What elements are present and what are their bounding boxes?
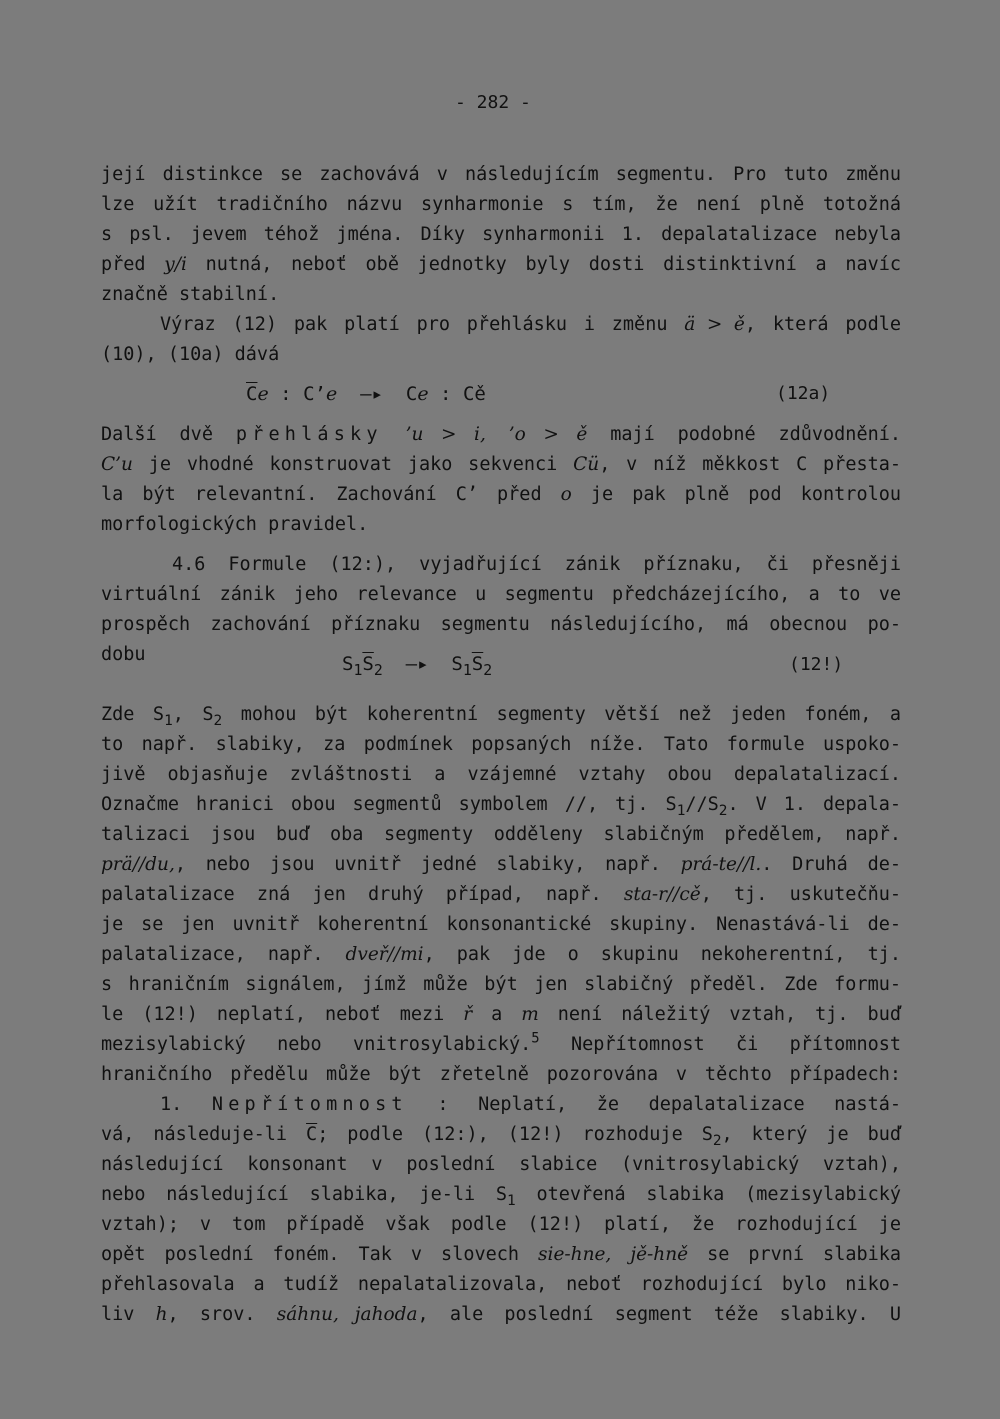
- word: mají podobné zdůvodnění.: [610, 424, 901, 445]
- formula-symbol: $\overline{S}$: [362, 653, 374, 675]
- text-line: následující konsonant v poslední slabice (vnitrosylabický vztah),: [101, 1154, 901, 1175]
- word: není náležitý vztah, tj. buď: [557, 1004, 901, 1025]
- index: 2: [712, 1133, 722, 1150]
- text-line: talizaci jsou buď oba segmenty odděleny slabičným předělem, např.: [101, 824, 901, 845]
- text-line: [101, 424, 901, 446]
- text-line: prospěch zachování příznaku segmentu následujícího, má obecnou po-: [101, 614, 901, 635]
- text-line: [101, 254, 901, 276]
- word: palatalizace zná jen druhý případ, např.: [101, 884, 602, 905]
- text-line: morfologických pravidel.: [101, 514, 369, 535]
- symbol: S: [152, 704, 165, 725]
- text-line: (10), (10a) dává: [101, 344, 280, 365]
- word: mohou být koherentní segmenty větší než jeden foném, a: [240, 704, 902, 725]
- text-line: [160, 1094, 901, 1116]
- formula-12x: [342, 653, 493, 680]
- word: je pak plně pod kontrolou: [590, 484, 902, 505]
- formula-index: 2: [483, 662, 493, 680]
- text-line: [101, 454, 901, 476]
- word: : Neplatí, že depalatalizace nastá-: [437, 1094, 902, 1115]
- formula-index: 2: [373, 662, 383, 680]
- formula-symbol: :: [280, 383, 292, 405]
- word: nebo následující slabika, je-li: [101, 1184, 476, 1205]
- word: . Druhá de-: [761, 854, 901, 875]
- example-starce: sta-r//cě: [623, 884, 701, 905]
- formula-symbol: e: [325, 383, 338, 405]
- word: nutná, neboť obě jednotky byly dosti distinktivní a navíc: [205, 254, 902, 275]
- example-h: h: [155, 1304, 168, 1325]
- word: , ale poslední segment téže slabiky. U: [417, 1304, 901, 1325]
- text-line: [101, 1124, 901, 1150]
- text-line: je se jen uvnitř koherentní konsonantické skupiny. Nenastává-li de-: [101, 914, 901, 935]
- example-pratel: prá-te//l.: [680, 854, 762, 875]
- text-line: přehlasovala a tudíž nepalatalizovala, neboť rozhodující bylo niko-: [101, 1274, 901, 1295]
- word: , v níž měkkost C přesta-: [599, 454, 902, 475]
- text-line: [101, 884, 901, 906]
- word: , která podle: [744, 314, 902, 335]
- spaced-term: Nepřítomnost: [211, 1094, 408, 1115]
- index: 2: [718, 803, 728, 820]
- formula-symbol: $\overline{S}$: [471, 653, 484, 675]
- word: la být relevantní. Zachování C’ před: [101, 484, 542, 505]
- example-cu-umlaut: Cü: [573, 454, 600, 475]
- symbol: S: [202, 704, 214, 725]
- text-line: s psl. jevem téhož jména. Díky synharmonii 1. depalatalizace nebyla: [101, 224, 901, 245]
- text-line: vztah); v tom případě však podle (12!) platí, že rozhodující je: [101, 1214, 901, 1235]
- text-line: dobu: [101, 644, 146, 665]
- symbol: S: [495, 1184, 508, 1205]
- example-o: o: [560, 484, 572, 505]
- section-heading-line: 4.6 Formule (12:), vyjadřující zánik příznaku, či přesněji: [172, 554, 901, 575]
- example-yi: y/i: [164, 254, 187, 275]
- word: je vhodné konstruovat jako sekvenci: [148, 454, 558, 475]
- text-line: jivě objasňuje zvláštnosti a vzájemné vztahy obou depalatalizací.: [101, 764, 901, 785]
- text-line: [101, 484, 901, 506]
- formula-symbol: S: [451, 653, 463, 675]
- symbol: $\overline{C}$: [306, 1124, 318, 1145]
- index: 1: [164, 713, 173, 730]
- formula-symbol: Cě: [462, 383, 486, 405]
- word: otevřená slabika (mezisylabický: [536, 1184, 902, 1205]
- word: , srov.: [167, 1304, 256, 1325]
- word: opět poslední foném. Tak v slovech: [101, 1244, 520, 1265]
- formula-symbol: e: [417, 383, 429, 405]
- word: Zde: [101, 704, 135, 725]
- text-line: [160, 314, 901, 336]
- text-line: [101, 1004, 901, 1026]
- word: mezisylabický nebo vnitrosylabický.: [101, 1034, 532, 1055]
- formula-label: (12!): [789, 654, 844, 675]
- example-oe: ’o > ě: [508, 424, 588, 445]
- word: liv: [101, 1304, 135, 1325]
- index: 2: [213, 713, 223, 730]
- word: , tj. uskutečňu-: [700, 884, 901, 905]
- formula-12a: [246, 383, 486, 405]
- footnote-mark: 5: [531, 1030, 540, 1047]
- example-dvermi: dveř//mi: [345, 944, 424, 965]
- example-r: ř: [463, 1004, 473, 1025]
- example-sahnu: sáhnu, jahoda: [276, 1304, 418, 1325]
- formula-symbol: :: [440, 383, 452, 405]
- word: a: [491, 1004, 503, 1025]
- text-line: značně stabilní.: [101, 284, 280, 305]
- word: , nebo jsou uvnitř jedné slabiky, např.: [174, 854, 661, 875]
- word: se první slabika: [707, 1244, 902, 1265]
- word: Výraz (12) pak platí pro přehlásku i změnu: [160, 314, 668, 335]
- word: , který je buď: [721, 1124, 901, 1145]
- text-line: [101, 794, 902, 820]
- word: //: [685, 794, 708, 815]
- page-number: - 282 -: [455, 92, 531, 113]
- text-line: [101, 1030, 902, 1056]
- word: Nepřítomnost či přítomnost: [570, 1034, 902, 1055]
- example-cu: C’u: [101, 454, 133, 475]
- word: před: [101, 254, 146, 275]
- formula-index: 1: [462, 662, 472, 680]
- word: ; podle (12:), (12!) rozhoduje: [317, 1124, 683, 1145]
- word: , pak jde o skupinu nekoherentní, tj.: [423, 944, 901, 965]
- text-line: [101, 854, 901, 876]
- symbol: S: [665, 794, 677, 815]
- index: 1: [676, 803, 686, 820]
- example-siehne: sie-hne,: [538, 1244, 612, 1265]
- text-line: [101, 704, 902, 730]
- index: 1: [507, 1193, 516, 1210]
- text-line: [101, 1184, 902, 1210]
- word: ,: [172, 704, 184, 725]
- arrow-icon: —▸: [405, 653, 429, 675]
- text-line: virtuální zánik jeho relevance u segmentu předcházejícího, a to ve: [101, 584, 901, 605]
- spaced-term: přehlásky: [235, 424, 383, 445]
- formula-symbol: C: [405, 383, 418, 405]
- formula-symbol: S: [342, 653, 354, 675]
- symbol: S: [707, 794, 719, 815]
- text-line: s hraničním signálem, jímž může být jen slabičný předěl. Zde formu-: [101, 974, 901, 995]
- text-line: [101, 944, 901, 966]
- word: le (12!) neplatí, neboť mezi: [101, 1004, 445, 1025]
- word: Označme hranici obou segmentů symbolem //, tj.: [101, 794, 649, 815]
- example-ui: ’u > i,: [405, 424, 486, 445]
- text-line: [101, 1244, 901, 1266]
- word: vá, následuje-li: [101, 1124, 288, 1145]
- word: Další dvě: [101, 424, 213, 445]
- word: . V 1. depala-: [727, 794, 902, 815]
- text-line: to např. slabiky, za podmínek popsaných níže. Tato formule uspoko-: [101, 734, 901, 755]
- formula-index: 1: [353, 662, 363, 680]
- formula-symbol: $\overline{C}$: [246, 383, 258, 405]
- text-line: lze užít tradičního názvu synharmonie s tím, že není plně totožná: [101, 194, 901, 215]
- formula-symbol: C’: [303, 383, 326, 405]
- symbol: S: [701, 1124, 713, 1145]
- example-pradu: prä//du,: [101, 854, 175, 875]
- example-jehne: jě-hně: [630, 1244, 689, 1265]
- example-ae: ä > ě: [684, 314, 745, 335]
- word: palatalizace, např.: [101, 944, 324, 965]
- arrow-icon: —▸: [360, 383, 383, 405]
- word: 1.: [160, 1094, 183, 1115]
- formula-label: (12a): [776, 383, 831, 404]
- text-line: hraničního předělu může být zřetelně pozorována v těchto případech:: [101, 1064, 901, 1085]
- example-m: m: [521, 1004, 539, 1025]
- text-line: její distinkce se zachovává v následujícím segmentu. Pro tuto změnu: [101, 164, 901, 185]
- text-line: [101, 1304, 901, 1326]
- formula-symbol: e: [257, 383, 269, 405]
